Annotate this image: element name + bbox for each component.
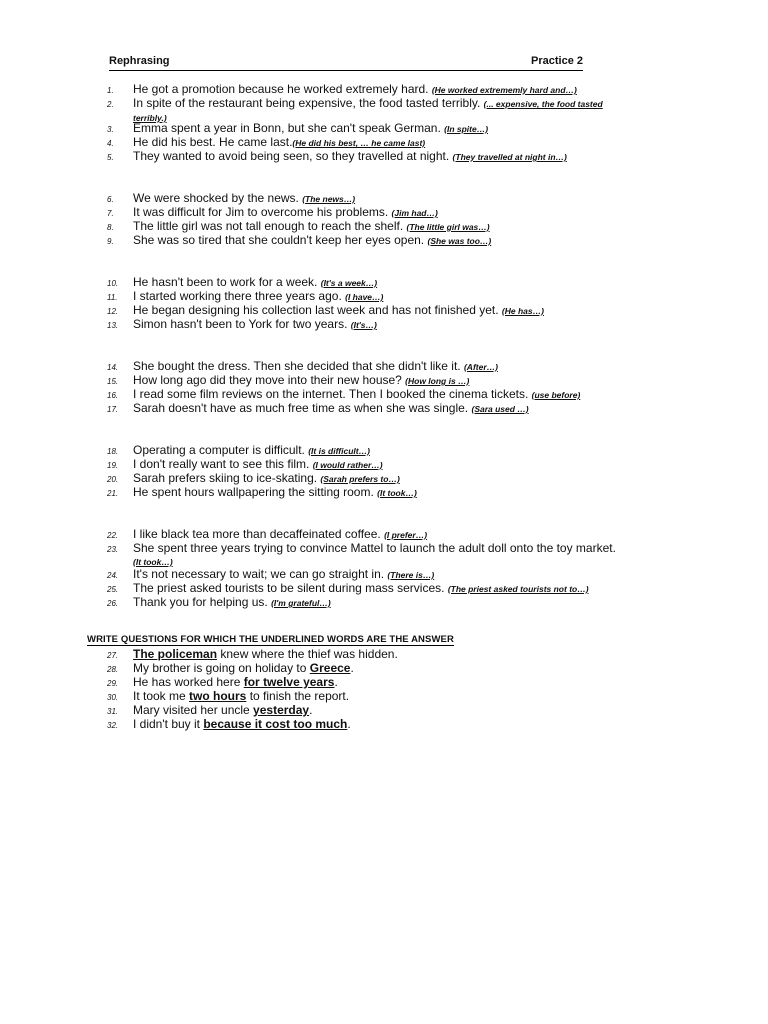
item-hint: (The little girl was…) — [406, 222, 490, 232]
section-title: WRITE QUESTIONS FOR WHICH THE UNDERLINED WORDS ARE THE ANSWER — [87, 634, 454, 645]
item-text-block — [133, 402, 673, 416]
item-sentence: He got a promotion because he worked extremely hard. — [133, 82, 432, 96]
item-number: 19. — [107, 461, 119, 470]
item-text-block — [133, 150, 673, 164]
item-sentence: I don't really want to see this film. — [133, 457, 313, 471]
item-hint: (It is difficult…) — [308, 446, 370, 456]
item-sentence: Sarah doesn't have as much free time as when she was single. — [133, 401, 472, 415]
header-practice: Practice 2 — [531, 55, 583, 67]
underlined-answer: because it cost too much — [203, 717, 348, 731]
item-number: 13. — [107, 321, 119, 330]
item-number: 17. — [107, 405, 119, 414]
underlined-answer: two hours — [189, 689, 247, 703]
item-text-block — [133, 542, 673, 569]
item-sentence: The priest asked tourists to be silent during mass services. — [133, 581, 448, 595]
item-number: 18. — [107, 447, 119, 456]
item-hint: (Jim had…) — [391, 208, 438, 218]
item-hint: (He has…) — [501, 306, 544, 316]
question-text-block — [133, 648, 673, 661]
question-text-after: . — [350, 661, 354, 675]
item-number: 14. — [107, 363, 119, 372]
item-number: 9. — [107, 237, 114, 246]
item-hint: (The priest asked tourists not to…) — [447, 584, 589, 594]
item-hint: (How long is …) — [405, 376, 470, 386]
item-number: 8. — [107, 223, 114, 232]
underlined-answer: Greece — [309, 661, 351, 675]
item-text-block — [133, 304, 673, 318]
item-number: 31. — [107, 707, 119, 716]
item-sentence: I like black tea more than decaffeinated coffee. — [133, 527, 385, 541]
item-text-block — [133, 234, 673, 248]
question-text-before: My brother is going on holiday to — [133, 661, 310, 675]
item-hint: (Sarah prefers to…) — [320, 474, 400, 484]
item-sentence: She bought the dress. Then she decided that she didn't like it. — [133, 359, 464, 373]
question-text-after: knew where the thief was hidden. — [217, 647, 398, 661]
question-text-before: He has worked here — [133, 675, 244, 689]
item-sentence: How long ago did they move into their new house? — [133, 373, 406, 387]
item-number: 6. — [107, 195, 114, 204]
item-number: 23. — [107, 545, 119, 554]
item-number: 24. — [107, 571, 119, 580]
item-number: 25. — [107, 585, 119, 594]
item-text-block — [133, 528, 673, 542]
item-text-block — [133, 374, 673, 388]
item-hint: (There is…) — [387, 570, 435, 580]
question-text-after: . — [309, 703, 313, 717]
item-text-block — [133, 192, 673, 206]
item-number: 5. — [107, 153, 114, 162]
item-number: 20. — [107, 475, 119, 484]
item-hint: (I would rather…) — [312, 460, 383, 470]
item-text-block — [133, 136, 673, 150]
item-sentence: I started working there three years ago. — [133, 289, 346, 303]
item-sentence: He began designing his collection last week and has not finished yet. — [133, 303, 502, 317]
item-hint: (Sara used …) — [471, 404, 529, 414]
item-text-block — [133, 220, 673, 234]
item-hint: (They travelled at night in…) — [452, 152, 567, 162]
item-hint: (In spite…) — [444, 124, 489, 134]
item-number: 12. — [107, 307, 119, 316]
item-sentence: In spite of the restaurant being expensive, the food tasted terribly. — [133, 96, 484, 110]
question-text-block — [133, 718, 673, 731]
item-number: 27. — [107, 651, 119, 660]
item-text-block — [133, 596, 673, 610]
item-hint: (After…) — [463, 362, 498, 372]
question-text-block — [133, 676, 673, 689]
question-text-after: . — [347, 717, 351, 731]
item-number: 1. — [107, 86, 114, 95]
item-text-block — [133, 318, 673, 332]
item-sentence: The little girl was not tall enough to reach the shelf. — [133, 219, 407, 233]
item-number: 10. — [107, 279, 119, 288]
item-hint-continued: terribly.) — [133, 113, 167, 123]
item-number: 21. — [107, 489, 119, 498]
item-hint: (I have…) — [345, 292, 384, 302]
item-hint: (The news…) — [302, 194, 356, 204]
item-hint-continued: (It took…) — [133, 557, 173, 567]
item-number: 29. — [107, 679, 119, 688]
item-sentence: Thank you for helping us. — [133, 595, 272, 609]
item-sentence: I read some film reviews on the internet. Then I booked the cinema tickets. — [133, 387, 532, 401]
item-hint: (use before) — [531, 390, 581, 400]
item-text-block — [133, 83, 673, 97]
item-sentence: He hasn't been to work for a week. — [133, 275, 321, 289]
question-text-before: It took me — [133, 689, 190, 703]
item-number: 7. — [107, 209, 114, 218]
item-sentence: Simon hasn't been to York for two years. — [133, 317, 351, 331]
item-hint: (He worked extrememly hard and…) — [431, 85, 577, 95]
item-sentence: He spent hours wallpapering the sitting room. — [133, 485, 378, 499]
item-text-block — [133, 360, 673, 374]
item-sentence: Emma spent a year in Bonn, but she can't speak German. — [133, 121, 445, 135]
item-text-block — [133, 276, 673, 290]
item-sentence: Operating a computer is difficult. — [133, 443, 309, 457]
item-hint: (It's a week…) — [320, 278, 378, 288]
underlined-answer: The policeman — [133, 647, 218, 661]
item-sentence: It's not necessary to wait; we can go straight in. — [133, 567, 388, 581]
item-hint: (I prefer…) — [384, 530, 428, 540]
header-title: Rephrasing — [109, 55, 170, 67]
item-number: 15. — [107, 377, 119, 386]
item-number: 2. — [107, 100, 114, 109]
item-sentence: We were shocked by the news. — [133, 191, 303, 205]
question-text-block — [133, 662, 673, 675]
item-number: 4. — [107, 139, 114, 148]
item-hint: (She was too…) — [427, 236, 492, 246]
item-number: 32. — [107, 721, 119, 730]
item-number: 16. — [107, 391, 119, 400]
item-text-block — [133, 568, 673, 582]
item-sentence: He did his best. He came last. — [133, 135, 293, 149]
item-text-block — [133, 290, 673, 304]
item-hint: (He did his best, … he came last) — [292, 138, 426, 148]
item-hint: (... expensive, the food tasted — [483, 99, 603, 109]
question-text-before: Mary visited her uncle — [133, 703, 254, 717]
item-sentence: She was so tired that she couldn't keep her eyes open. — [133, 233, 428, 247]
question-text-block — [133, 704, 673, 717]
underlined-answer: yesterday — [253, 703, 310, 717]
item-text-block — [133, 444, 673, 458]
item-number: 26. — [107, 599, 119, 608]
item-sentence: They wanted to avoid being seen, so they travelled at night. — [133, 149, 453, 163]
item-number: 11. — [107, 293, 118, 302]
item-text-block — [133, 472, 673, 486]
item-number: 22. — [107, 531, 119, 540]
item-text-block — [133, 582, 673, 596]
page-header — [109, 55, 583, 71]
item-sentence: It was difficult for Jim to overcome his problems. — [133, 205, 392, 219]
item-text-block — [133, 388, 673, 402]
item-hint: (It's…) — [350, 320, 377, 330]
item-sentence: Sarah prefers skiing to ice-skating. — [133, 471, 321, 485]
item-number: 28. — [107, 665, 119, 674]
question-text-after: . — [334, 675, 338, 689]
underlined-answer: for twelve years — [243, 675, 335, 689]
question-text-after: to finish the report. — [246, 689, 350, 703]
item-text-block — [133, 122, 673, 136]
item-text-block — [133, 486, 673, 500]
question-text-before: I didn't buy it — [133, 717, 204, 731]
item-sentence: She spent three years trying to convince Mattel to launch the adult doll onto the toy market. — [133, 541, 616, 555]
item-text-block — [133, 206, 673, 220]
item-number: 3. — [107, 125, 114, 134]
question-text-block — [133, 690, 673, 703]
item-hint: (I'm grateful…) — [271, 598, 331, 608]
item-text-block — [133, 458, 673, 472]
item-number: 30. — [107, 693, 119, 702]
item-hint: (It took…) — [377, 488, 417, 498]
